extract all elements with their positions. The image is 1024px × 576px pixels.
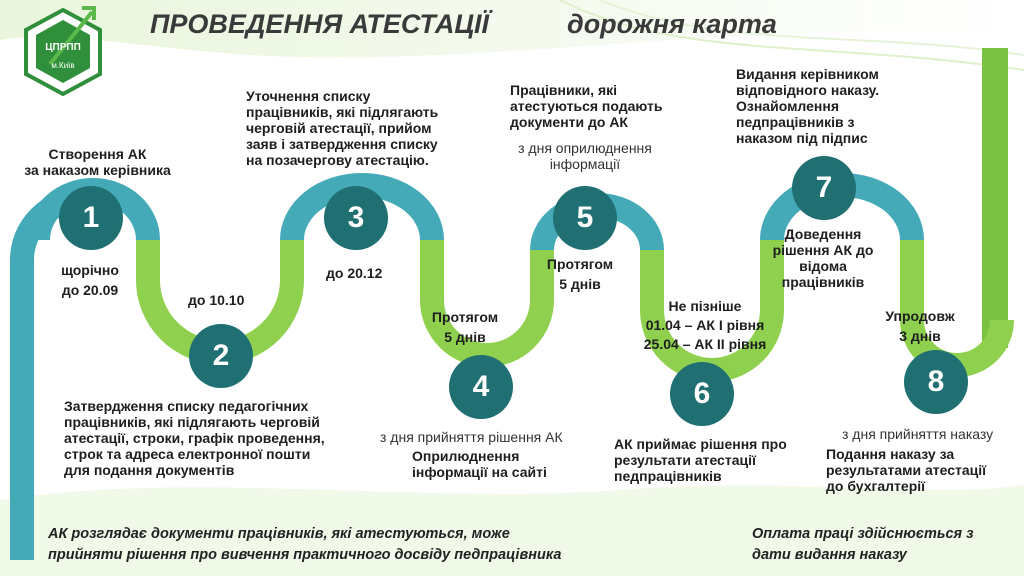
step-8-term: Упродовж 3 днів: [885, 308, 955, 344]
logo: [20, 4, 106, 96]
step-circle-3: 3: [324, 186, 388, 250]
footer-right-note: Оплата праці здійснюється з дати видання наказу: [752, 526, 974, 563]
step-4-term: Протягом 5 днів: [431, 309, 499, 345]
step-5-term: Протягом 5 днів: [546, 256, 614, 292]
footer-left-note: АК розглядає документи працівників, які атестуються, може прийняти рішення про вивчення практичного досвіду педпрацівника: [48, 526, 562, 563]
step-circle-5: 5: [553, 186, 617, 250]
step-6-term: Не пізніше 01.04 – АК I рівня 25.04 – АК II рівня: [643, 298, 767, 352]
step-circle-6: 6: [670, 362, 734, 426]
step-circle-2: 2: [189, 324, 253, 388]
right-green-bar: [982, 48, 1008, 348]
step-2-description: Затвердження списку педагогічних працівників, які підлягають черговій атестації, строки, графік проведення, строк та адреса електронної пошти для подання документів: [64, 398, 325, 478]
step-6-description: АК приймає рішення про результати атестації педпрацівників: [614, 436, 787, 484]
step-8-note: з дня прийняття наказу: [842, 426, 994, 442]
step-3-term: до 20.12: [326, 265, 383, 281]
step-2-term: до 10.10: [188, 292, 245, 308]
logo-city-text: м.Київ: [51, 61, 75, 70]
step-1-title: Створення АК за наказом керівника: [24, 146, 171, 178]
page-title: ПРОВЕДЕННЯ АТЕСТАЦІЇ: [150, 9, 490, 39]
step-5-description: Працівники, які атестуються подають документи до АК: [510, 82, 663, 130]
step-3-description: Уточнення списку працівників, які підлягають черговій атестації, прийом заяв і затвердження списку на позачергову атестацію.: [246, 88, 439, 168]
step-circle-7: 7: [792, 156, 856, 220]
page-subtitle: дорожня карта: [567, 9, 777, 39]
step-8-description: Подання наказу за результатами атестації до бухгалтерії: [826, 446, 987, 494]
step-circle-8: 8: [904, 350, 968, 414]
step-4-description: Оприлюднення інформації на сайті: [412, 448, 547, 480]
step-5-note: з дня оприлюднення інформації: [518, 140, 652, 172]
step-7-term: Доведення рішення АК до відома працівників: [772, 226, 874, 290]
step-4-note: з дня прийняття рішення АК: [380, 429, 563, 445]
step-1-term: щорічно до 20.09: [61, 262, 119, 298]
step-circle-4: 4: [449, 355, 513, 419]
step-7-description: Видання керівником відповідного наказу. Ознайомлення педпрацівників з наказом під підпис: [736, 66, 880, 146]
step-circle-1: 1: [59, 186, 123, 250]
logo-org-text: ЦПРПП: [45, 42, 81, 53]
